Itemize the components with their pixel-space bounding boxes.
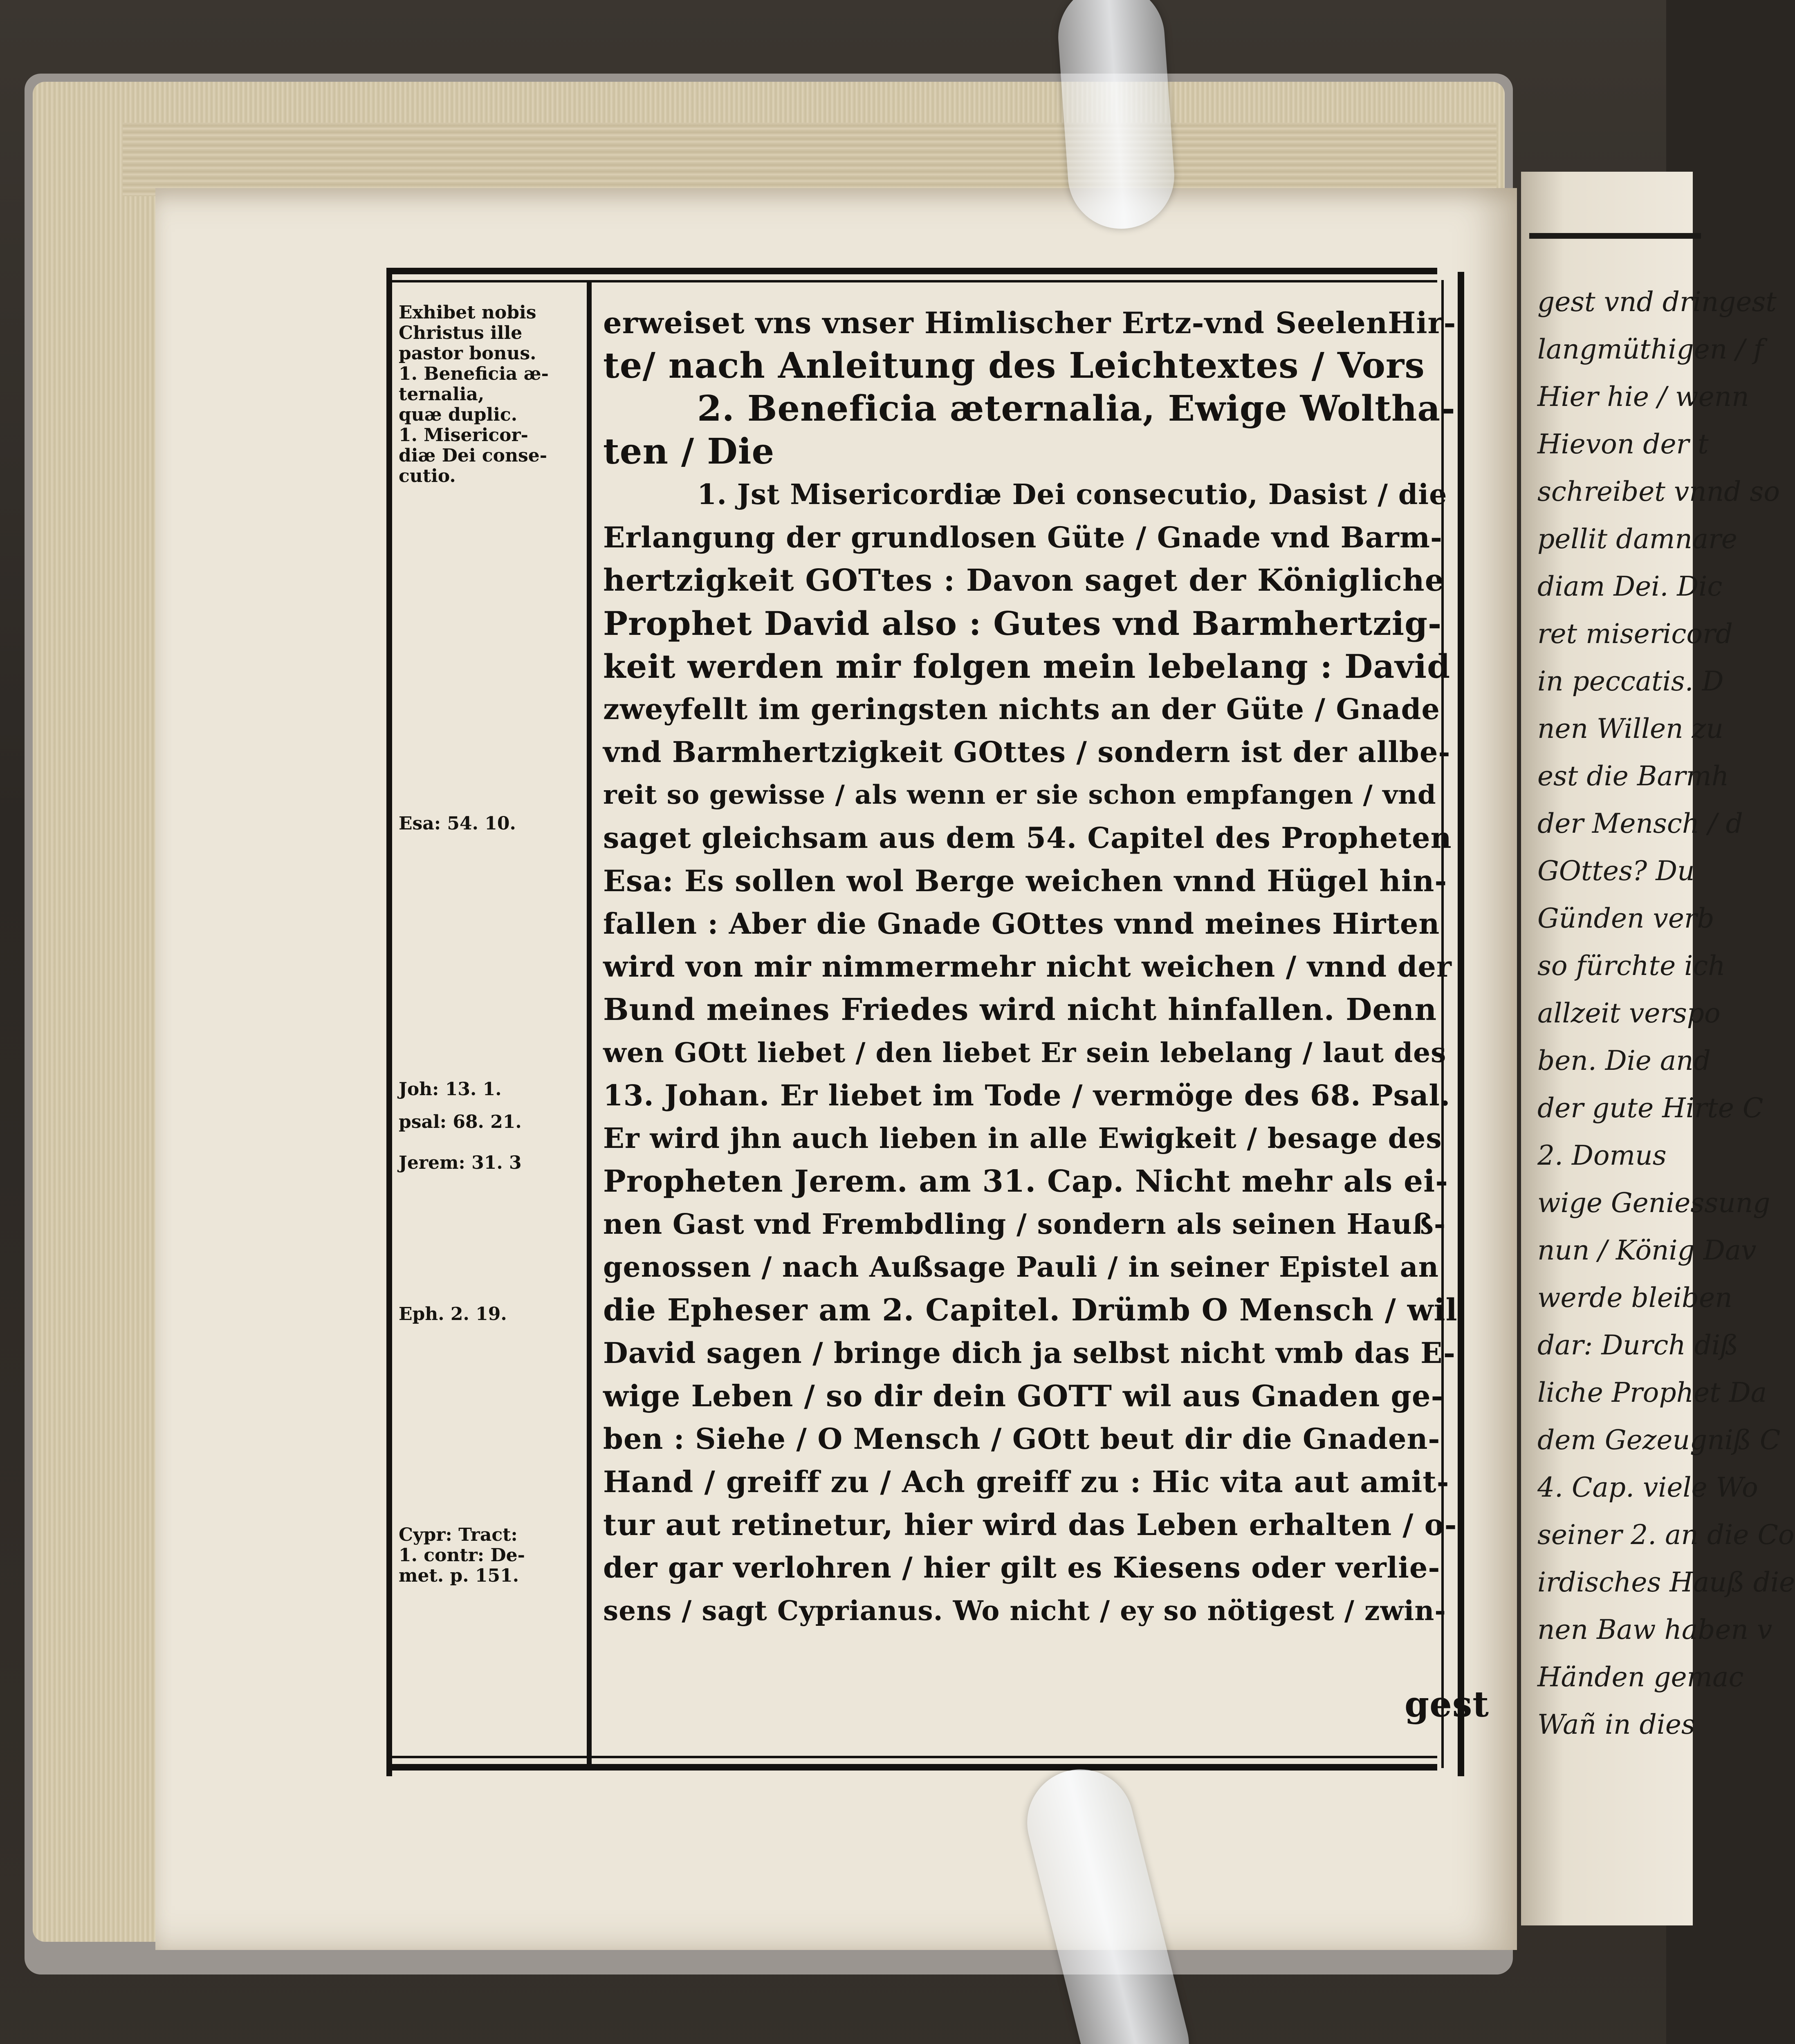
text-line: tur aut retinetur, hier wird das Leben erhalten / o- bbox=[603, 1507, 1457, 1542]
margin-note-line: Jerem: 31. 3 bbox=[399, 1152, 522, 1173]
margin-note-line: Joh: 13. 1. bbox=[399, 1079, 502, 1100]
facing-page-line: nen Baw haben v bbox=[1537, 1614, 1773, 1645]
margin-note-line: Christus ille bbox=[399, 323, 523, 343]
margin-note-line: Exhibet nobis bbox=[399, 302, 536, 323]
facing-page-line: dem Gezeugniß C bbox=[1537, 1424, 1781, 1456]
text-line: Esa: Es sollen wol Berge weichen vnnd Hügel hin- bbox=[603, 863, 1447, 898]
facing-page-line: der gute Hirte C bbox=[1537, 1092, 1764, 1124]
text-line: 13. Johan. Er liebet im Tode / vermöge des 68. Psal. bbox=[603, 1078, 1451, 1112]
margin-note-line: 1. Misericor- bbox=[399, 425, 528, 446]
facing-page-line: irdisches Hauß die bbox=[1537, 1567, 1795, 1598]
text-line: erweiset vns vnser Himlischer Ertz-vnd SeelenHir- bbox=[603, 305, 1456, 340]
frame-rule-bottom bbox=[390, 1764, 1437, 1771]
text-line: die Epheser am 2. Capitel. Drümb O Mensch / wil bbox=[603, 1293, 1458, 1328]
text-line: te/ nach Anleitung des Leichtextes / Vors bbox=[603, 345, 1425, 386]
facing-page-line: nen Willen zu bbox=[1537, 713, 1723, 744]
facing-page-line: liche Prophet Da bbox=[1537, 1377, 1767, 1408]
facing-page-line: schreibet vnnd so bbox=[1537, 476, 1780, 507]
margin-note-line: diæ Dei conse- bbox=[399, 445, 547, 466]
margin-note-line: 1. Beneficia æ- bbox=[399, 363, 549, 384]
facing-page-line: Händen gemac bbox=[1537, 1661, 1744, 1693]
text-line: vnd Barmhertzigkeit GOttes / sondern ist der allbe- bbox=[603, 735, 1451, 769]
margin-note-line: ternalia, bbox=[399, 384, 485, 405]
facing-page-line: werde bleiben bbox=[1537, 1282, 1732, 1313]
facing-page-line: der Mensch / d bbox=[1537, 808, 1743, 839]
text-line: zweyfellt im geringsten nichts an der Güte / Gnade bbox=[603, 692, 1440, 726]
text-line: wird von mir nimmermehr nicht weichen / vnnd der bbox=[603, 950, 1452, 984]
facing-page-line: ret misericord bbox=[1537, 618, 1733, 650]
text-line: Propheten Jerem. am 31. Cap. Nicht mehr als ei- bbox=[603, 1164, 1448, 1199]
text-line: Er wird jhn auch lieben in alle Ewigkeit / besage des bbox=[603, 1122, 1442, 1155]
margin-note bbox=[399, 814, 583, 834]
text-line: 2. Beneficia æternalia, Ewige Woltha- bbox=[697, 388, 1456, 429]
text-line: genossen / nach Außsage Pauli / in seiner Epistel an bbox=[603, 1251, 1439, 1284]
frame-rule-top bbox=[390, 268, 1437, 274]
margin-note-line: 1. contr: De- bbox=[399, 1545, 525, 1566]
text-line: Hand / greiff zu / Ach greiff zu : Hic vita aut amit- bbox=[603, 1464, 1449, 1499]
text-line: ben : Siehe / O Mensch / GOtt beut dir die Gnaden- bbox=[603, 1422, 1440, 1456]
text-line: wen GOtt liebet / den liebet Er sein lebelang / laut des bbox=[603, 1037, 1447, 1069]
frame-rule-top-thin bbox=[390, 280, 1437, 282]
text-line: der gar verlohren / hier gilt es Kiesens oder verlie- bbox=[603, 1551, 1440, 1585]
margin-note-line: met. p. 151. bbox=[399, 1565, 519, 1586]
text-line: fallen : Aber die Gnade GOttes vnnd meines Hirten bbox=[603, 907, 1440, 941]
frame-rule-right bbox=[1458, 272, 1464, 1776]
margin-note bbox=[399, 1079, 583, 1100]
catchword: gest bbox=[1405, 1684, 1489, 1725]
page-clip-top bbox=[1055, 0, 1178, 232]
facing-page-line: 4. Cap. viele Wo bbox=[1537, 1472, 1758, 1503]
facing-page-line: ben. Die and bbox=[1537, 1045, 1711, 1076]
facing-page-line: Günden verb bbox=[1537, 903, 1714, 934]
facing-page-line: in peccatis. D bbox=[1537, 666, 1724, 697]
frame-rule-bottom-thin bbox=[390, 1756, 1437, 1758]
facing-page-line: 2. Domus bbox=[1537, 1140, 1667, 1171]
margin-note-line: cutio. bbox=[399, 466, 456, 486]
margin-note bbox=[399, 1525, 583, 1586]
facing-page-rule bbox=[1529, 233, 1701, 239]
facing-page-line: Wañ in dies bbox=[1537, 1709, 1695, 1740]
text-line: wige Leben / so dir dein GOTT wil aus Gnaden ge- bbox=[603, 1378, 1444, 1413]
text-line: Erlangung der grundlosen Güte / Gnade vnd Barm- bbox=[603, 520, 1443, 554]
facing-page-line: wige Geniessung bbox=[1537, 1187, 1770, 1219]
facing-page-line: Hievon der t bbox=[1537, 428, 1709, 460]
text-line: Prophet David also : Gutes vnd Barmhertzig- bbox=[603, 604, 1442, 643]
margin-note-line: Cypr: Tract: bbox=[399, 1524, 518, 1545]
margin-note bbox=[399, 303, 583, 486]
text-line: Bund meines Friedes wird nicht hinfallen. Denn bbox=[603, 992, 1437, 1027]
facing-page-line: so fürchte ich bbox=[1537, 950, 1725, 982]
margin-note bbox=[399, 1304, 583, 1325]
facing-page-line: nun / König Dav bbox=[1537, 1235, 1757, 1266]
margin-note-line: psal: 68. 21. bbox=[399, 1112, 522, 1132]
margin-divider-rule bbox=[587, 280, 592, 1768]
margin-note bbox=[399, 1153, 583, 1173]
facing-page-line: Hier hie / wenn bbox=[1537, 381, 1749, 412]
text-line: sens / sagt Cyprianus. Wo nicht / ey so nötigest / zwin- bbox=[603, 1595, 1446, 1627]
text-line: ten / Die bbox=[603, 431, 775, 472]
text-line: reit so gewisse / als wenn er sie schon empfangen / vnd bbox=[603, 780, 1436, 810]
margin-note-line: quæ duplic. bbox=[399, 404, 518, 425]
text-line: hertzigkeit GOTtes : Davon saget der Königliche bbox=[603, 563, 1445, 598]
facing-page-line: est die Barmh bbox=[1537, 760, 1729, 792]
margin-note bbox=[399, 1112, 583, 1132]
facing-page-line: diam Dei. Dic bbox=[1537, 571, 1723, 602]
facing-page-line: pellit damnare bbox=[1537, 523, 1737, 555]
facing-page-line: seiner 2. an die Co bbox=[1537, 1519, 1795, 1551]
facing-page-line: gest vnd dringest bbox=[1537, 286, 1777, 318]
text-line: David sagen / bringe dich ja selbst nicht vmb das E- bbox=[603, 1336, 1456, 1370]
margin-note-line: Esa: 54. 10. bbox=[399, 813, 516, 834]
facing-page-line: langmüthigen / f bbox=[1537, 334, 1764, 365]
text-line: 1. Jst Misericordiæ Dei consecutio, Dasist / die bbox=[697, 478, 1447, 511]
facing-page-line: allzeit verspo bbox=[1537, 997, 1721, 1029]
facing-page-line: GOttes? Du bbox=[1537, 855, 1695, 887]
margin-note-line: Eph. 2. 19. bbox=[399, 1304, 507, 1325]
text-line: saget gleichsam aus dem 54. Capitel des Propheten bbox=[603, 821, 1452, 855]
facing-page-line: dar: Durch diß bbox=[1537, 1329, 1739, 1361]
text-line: nen Gast vnd Frembdling / sondern als seinen Hauß- bbox=[603, 1208, 1446, 1241]
page-stack bbox=[123, 123, 1497, 196]
margin-note-line: pastor bonus. bbox=[399, 343, 536, 364]
frame-rule-left bbox=[386, 268, 392, 1776]
text-line: keit werden mir folgen mein lebelang : David bbox=[603, 647, 1451, 686]
facing-page bbox=[1521, 172, 1795, 1925]
